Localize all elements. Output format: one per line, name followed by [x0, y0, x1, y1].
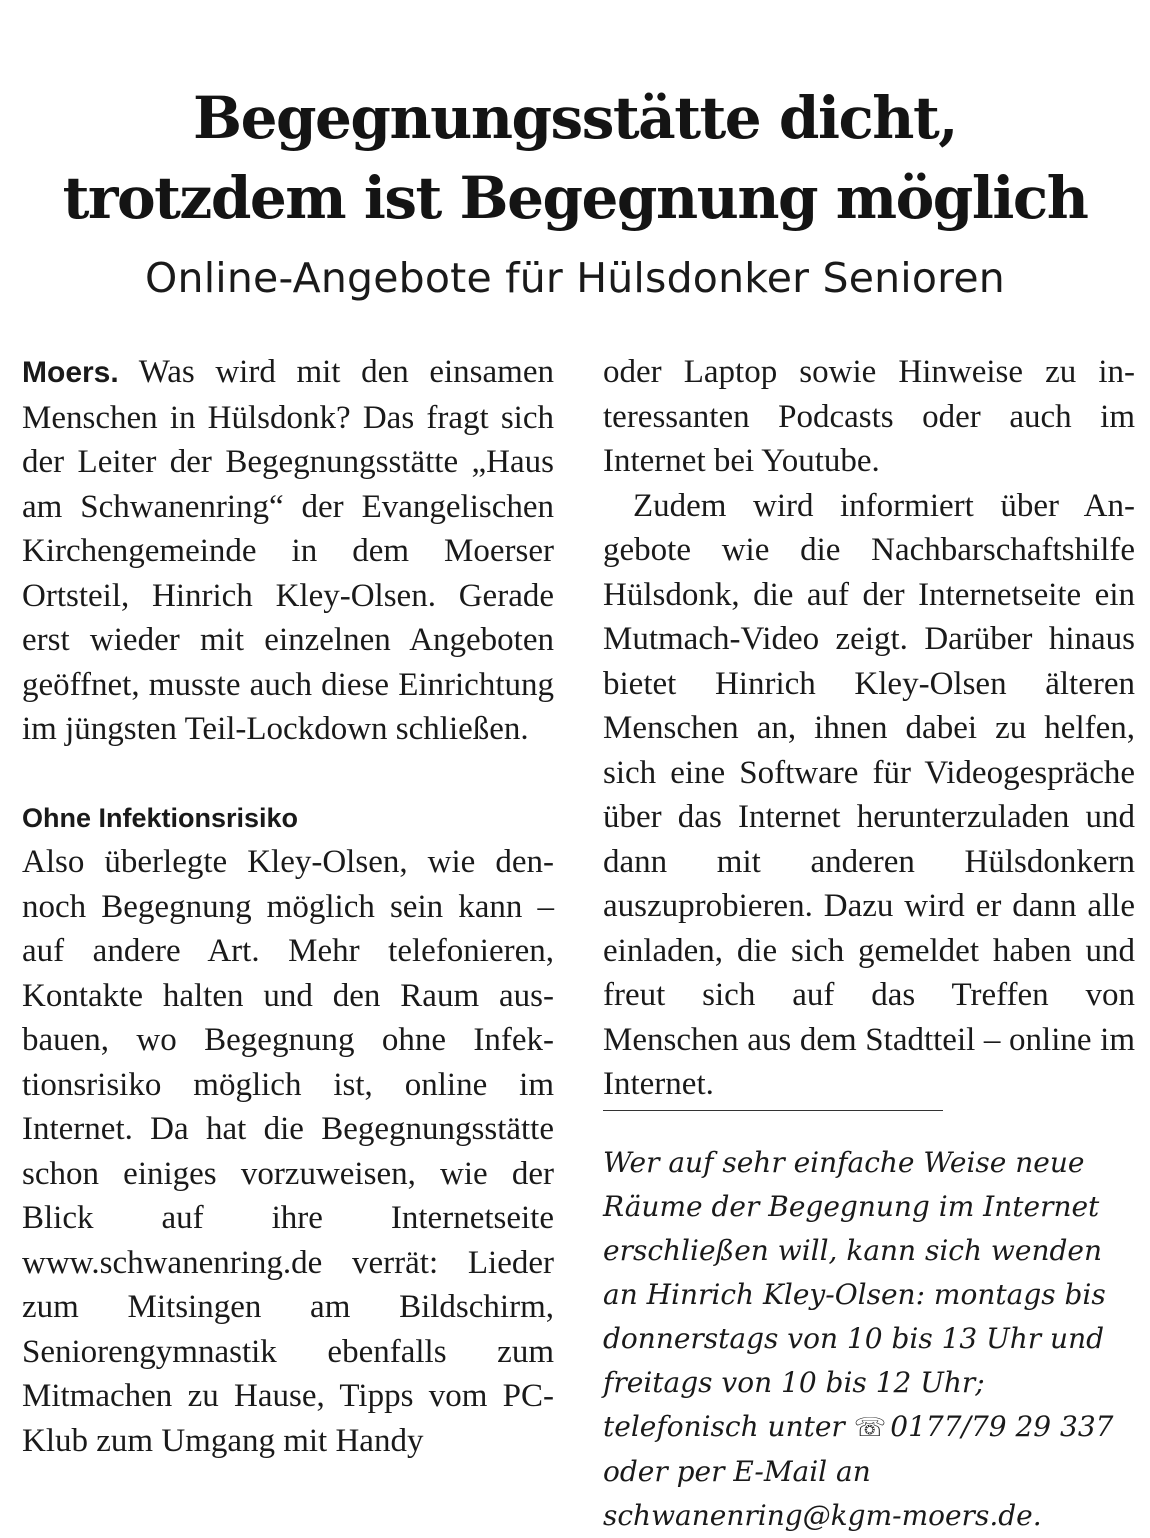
- contact-info-text-part-2: 0177/79 29 337 oder per E-Mail an schwanenring@kgm-moers.de.: [603, 1410, 1114, 1532]
- place-name: Moers.: [22, 356, 119, 389]
- headline-line-2: trotzdem ist Begegnung möglich: [62, 164, 1088, 232]
- divider-line: [603, 1110, 943, 1111]
- contact-info-box: [603, 1141, 1135, 1538]
- right-column: [603, 350, 1135, 1107]
- left-column: [22, 350, 554, 1463]
- body-paragraph: Zudem wird informiert über Angebote wie die Nachbarschaftshilfe Hülsdonk, die auf der Internetseite ein Mutmach-Video zeigt. Darüber hinaus bietet Hinrich Kley-Olsen älteren Menschen an, ihnen dabei zu helfen, sich eine Software für Videogespräche über das Internet herunterzuladen und dann mit anderen Hülsdonkern auszuprobieren. Dazu wird er dann alle einladen, die sich gemeldet haben und freut sich auf das Treffen von Menschen aus dem Stadtteil – online im Internet.: [603, 487, 1135, 1102]
- body-paragraph: Also überlegte Kley-Olsen, wie dennoch Begegnung möglich sein kann – auf andere Art. Mehr telefonieren, Kontakte halten und den Raum ausbauen, wo Begegnung ohne Infektionsrisiko möglich ist, online im Internet. Da hat die Begegnungsstätte schon einiges vorzuweisen, wie der Blick auf ihre Internetseite www.schwanenring.de verrät: Lieder zum Mitsingen am Bildschirm, Seniorengymnastik ebenfalls zum Mitmachen zu Hause, Tipps vom PC-Klub zum Umgang mit Handy: [22, 844, 554, 1459]
- lead-paragraph: [22, 350, 554, 752]
- body-paragraph-continued: oder Laptop sowie Hinweise zu interessanten Podcasts oder auch im Internet bei Youtube.: [603, 354, 1135, 479]
- headline-line-1: Begegnungsstätte dicht,: [193, 84, 957, 152]
- section-subheading: Ohne Infektionsrisiko: [22, 802, 299, 833]
- telephone-icon: ☏: [853, 1413, 887, 1443]
- contact-info-text: [603, 1141, 1135, 1538]
- contact-info-text-part-1: Wer auf sehr einfache Weise neue Räume der Begegnung im Internet erschließen will, kann sich wenden an Hinrich Kley-Olsen: montags bis donnerstags von 10 bis 13 Uhr und freitags von 10 bis 12 Uhr; telefonisch unter: [603, 1146, 1106, 1443]
- lead-paragraph-text: Was wird mit den einsamen Menschen in Hülsdonk? Das fragt sich der Leiter der Begegnungsstätte „Haus am Schwanenring“ der Evangelischen Kirchengemeinde in dem Moerser Ortsteil, Hinrich Kley-Olsen. Gerade erst wieder mit einzelnen Angeboten geöffnet, musste auch diese Einrichtung im jüngsten Teil-Lockdown schließen.: [22, 354, 554, 747]
- subtitle: Online-Angebote für Hülsdonker Senioren: [145, 254, 1005, 302]
